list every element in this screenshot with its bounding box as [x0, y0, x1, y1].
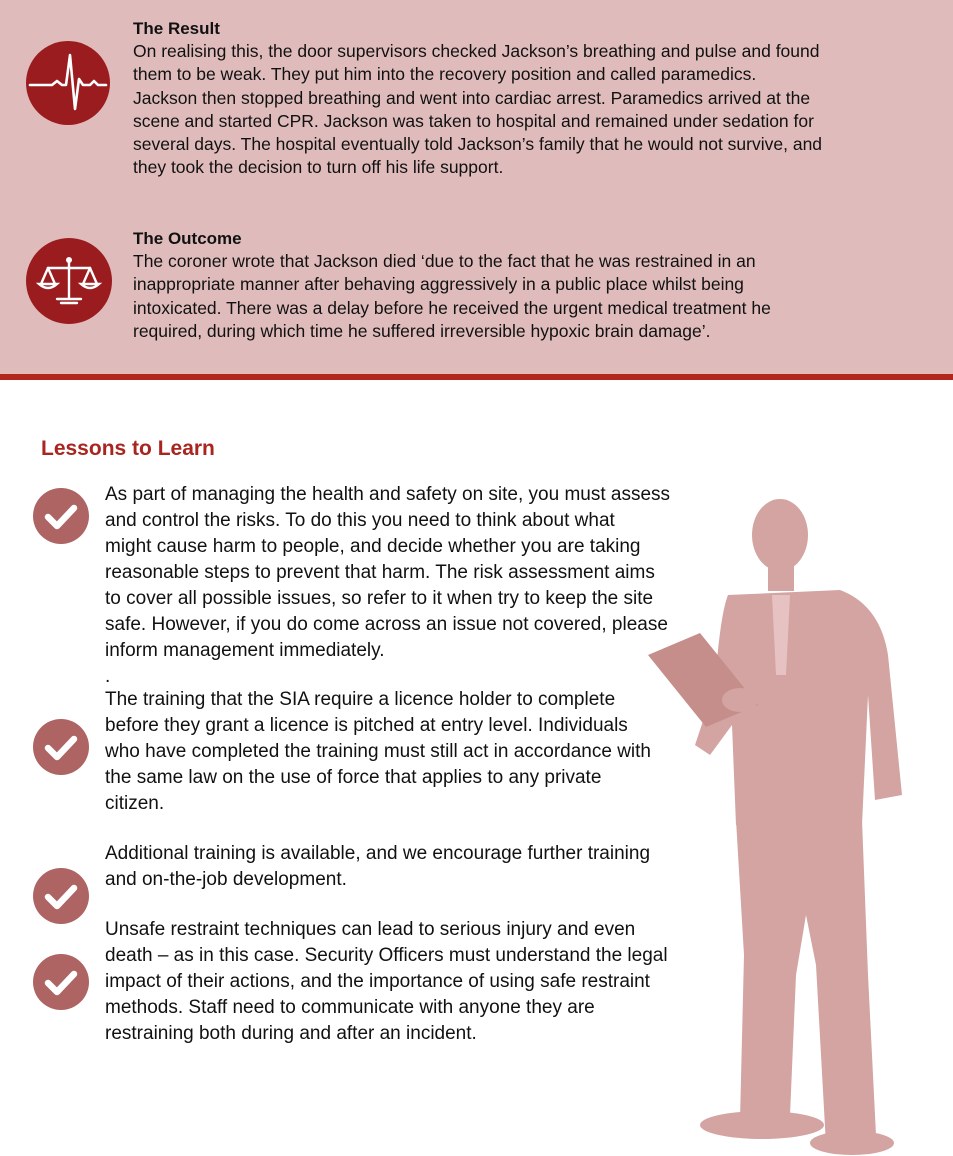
outcome-section: [133, 228, 893, 343]
lesson-2-text: The training that the SIA require a licence holder to complete before they grant a licence is pitched at entry level. Individuals who have completed the training must still act in accordance with the same law on the use of force that applies to any private citizen.: [105, 689, 651, 814]
result-section: [133, 18, 893, 180]
lesson-3-text: Additional training is available, and we encourage further training and on-the-job development.: [105, 843, 651, 890]
section-divider: [0, 374, 953, 380]
lesson-4-text: Unsafe restraint techniques can lead to serious injury and even death – as in this case. Security Officers must understand the legal impact of their actions, and the importance of using safe restraint methods. Staff need to communicate with anyone they are restraining both during and after an incident.: [105, 919, 668, 1044]
scales-of-justice-icon: [26, 238, 112, 324]
outcome-body: The coroner wrote that Jackson died ‘due to the fact that he was restrained in an inappropriate manner after behaving aggressively in a public place whilst being intoxicated. There was a delay before he received the urgent medical treatment he required, during which time he suffered irreversible hypoxic brain damage’.: [133, 251, 771, 341]
result-body: On realising this, the door supervisors checked Jackson’s breathing and pulse and found them to be weak. They put him into the recovery position and called paramedics. Jackson then stopped breathing and went into cardiac arrest. Paramedics arrived at the scene and started CPR. Jackson was taken to hospital and remained under sedation for several days. The hospital eventually told Jackson’s family that he would not survive, and they took the decision to turn off his life support.: [133, 41, 823, 178]
lesson-1-text: As part of managing the health and safety on site, you must assess and control the risks. To do this you need to think about what might cause harm to people, and decide whether you are taking reasonable steps to prevent that harm. The risk assessment aims to cover all possible issues, so refer to it when try to keep the site safe. However, if you do come across an issue not covered, please inform management immediately. .: [105, 484, 671, 687]
result-heading: The Result: [133, 19, 220, 38]
checkmark-icon: [33, 868, 89, 924]
outcome-heading: The Outcome: [133, 229, 242, 248]
checkmark-icon: [33, 488, 89, 544]
checkmark-icon: [33, 719, 89, 775]
checkmark-icon: [33, 954, 89, 1010]
heartbeat-icon: [26, 41, 110, 125]
lessons-title: Lessons to Learn: [41, 437, 215, 460]
